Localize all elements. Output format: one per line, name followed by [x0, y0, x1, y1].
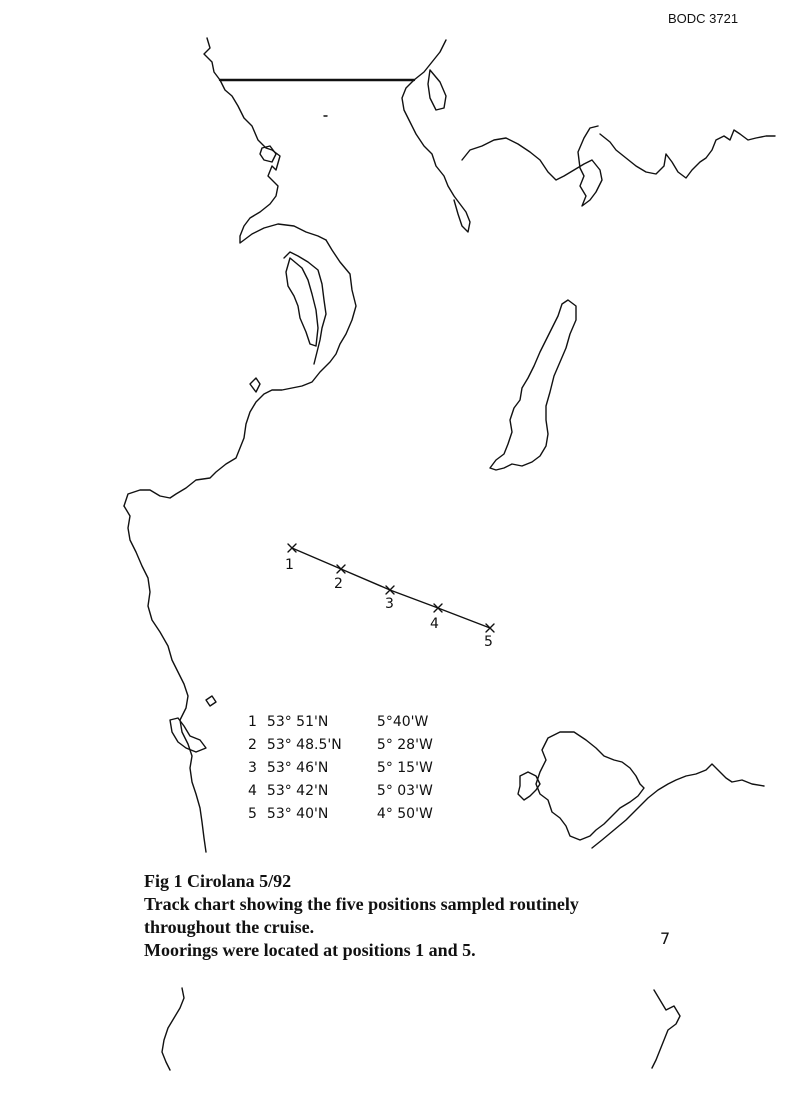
table-row [248, 756, 443, 779]
table-row [248, 802, 443, 825]
station-3-label: 3 [385, 596, 394, 612]
isle-of-man [490, 300, 576, 470]
station-latitude: 53° 40'N [266, 805, 329, 822]
caption-line: Track chart showing the five positions sampled routinely [144, 894, 579, 914]
lambay-island [206, 696, 216, 706]
station-5-label: 5 [484, 634, 493, 650]
station-1-label: 1 [285, 557, 294, 573]
coastline-ireland-east [124, 506, 206, 852]
station-2-label: 2 [334, 576, 343, 592]
table-row [248, 710, 443, 733]
cruise-track [292, 548, 490, 628]
caption-line: Moorings were located at positions 1 and 5. [144, 940, 476, 960]
dundrum-inlet [250, 378, 260, 392]
station-number: 1 [248, 713, 257, 730]
coastline-fragment-bottom-left [162, 988, 184, 1070]
station-number: 3 [248, 759, 257, 776]
station-4-cross [434, 604, 442, 612]
station-5-cross [486, 624, 494, 632]
station-2-cross [337, 565, 345, 573]
station-longitude: 4° 50'W [376, 805, 433, 822]
station-longitude: 5° 15'W [376, 759, 433, 776]
coastline-galloway [402, 40, 470, 232]
anglesey [536, 732, 644, 840]
station-number: 2 [248, 736, 257, 753]
station-position-table [248, 710, 443, 825]
station-latitude: 53° 48.5'N [266, 736, 342, 753]
stray-mark: 7 [660, 929, 671, 948]
station-longitude: 5° 28'W [376, 736, 433, 753]
station-number: 5 [248, 805, 257, 822]
station-longitude: 5° 03'W [376, 782, 433, 799]
station-number: 4 [248, 782, 257, 799]
station-latitude: 53° 42'N [266, 782, 329, 799]
figure-caption [144, 870, 704, 962]
table-row [248, 779, 443, 802]
coastline-scotland-west [204, 38, 326, 243]
dublin-bay [170, 718, 206, 752]
station-latitude: 53° 51'N [266, 713, 329, 730]
document-id: BODC 3721 [668, 11, 739, 26]
strangford-lough [286, 258, 318, 346]
coastline-north-wales [592, 764, 764, 848]
station-3-cross [386, 586, 394, 594]
station-4-label: 4 [430, 616, 439, 632]
caption-title: Fig 1 Cirolana 5/92 [144, 871, 292, 891]
mull-of-galloway-inlet [428, 70, 446, 110]
coastline-solway [462, 126, 602, 206]
coastline-fragment-bottom-right [652, 990, 680, 1068]
ards-peninsula [284, 252, 326, 364]
coastline-cumbria [600, 130, 775, 178]
caption-line: throughout the cruise. [144, 917, 315, 937]
station-longitude: 5°40'W [376, 713, 429, 730]
station-1-cross [288, 544, 296, 552]
station-latitude: 53° 46'N [266, 759, 329, 776]
table-row [248, 733, 443, 756]
